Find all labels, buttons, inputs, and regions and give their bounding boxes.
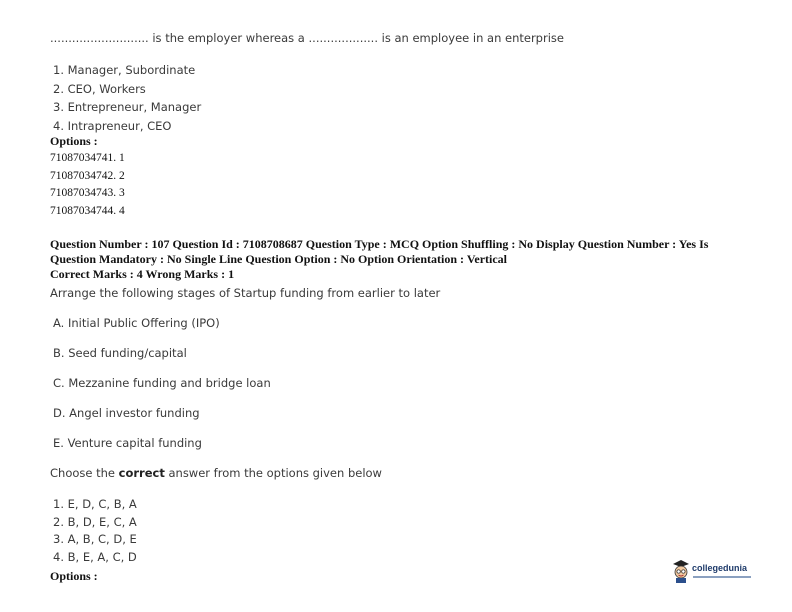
option-2: 2. CEO, Workers [53, 81, 146, 96]
options-heading: Options : [50, 134, 98, 148]
choice-3: 3. A, B, C, D, E [53, 532, 137, 546]
options-heading-2: Options : [50, 569, 98, 583]
collegedunia-logo [672, 559, 754, 587]
answer-instruction [50, 466, 382, 480]
option-id-list [50, 150, 125, 220]
question-stem: ........................... is the employer whereas a ................... is an employee in an enterprise [50, 31, 564, 45]
choice-2: 2. B, D, E, C, A [53, 514, 137, 529]
marks-info: Correct Marks : 4 Wrong Marks : 1 [50, 267, 235, 281]
stage-e: E. Venture capital funding [53, 436, 202, 450]
option-4: 4. Intrapreneur, CEO [53, 118, 172, 133]
choice-4: 4. B, E, A, C, D [53, 549, 137, 564]
option-1: 1. Manager, Subordinate [53, 63, 196, 77]
question-prompt: Arrange the following stages of Startup funding from earlier to later [50, 286, 441, 300]
option-id-3: 71087034743. 3 [50, 187, 125, 199]
stage-b: B. Seed funding/capital [53, 346, 187, 360]
option-id-4: 71087034744. 4 [50, 204, 125, 217]
option-3: 3. Entrepreneur, Manager [53, 100, 202, 114]
instruction-text-start: Choose the [50, 466, 119, 480]
instruction-emphasis: correct [118, 466, 165, 480]
logo-wordmark: collegedunia [692, 563, 748, 573]
stage-a: A. Initial Public Offering (IPO) [53, 316, 220, 330]
option-id-1: 71087034741. 1 [50, 152, 125, 164]
metadata-line-1: Question Number : 107 Question Id : 7108708687 Question Type : MCQ Option Shuffling : No Display Question Number : Yes Is [50, 237, 709, 251]
answer-options [53, 61, 201, 135]
choice-1: 1. E, D, C, B, A [53, 497, 137, 511]
answer-choices [53, 496, 137, 566]
metadata-line-2: Question Mandatory : No Single Line Question Option : No Option Orientation : Vertical [50, 251, 508, 266]
instruction-text-end: answer from the options given below [164, 466, 382, 480]
question-metadata [50, 237, 708, 266]
option-id-2: 71087034742. 2 [50, 169, 125, 182]
logo-tagline-line [693, 576, 751, 578]
stage-c: C. Mezzanine funding and bridge loan [53, 376, 271, 390]
mascot-face-icon [672, 559, 690, 583]
stage-d: D. Angel investor funding [53, 406, 200, 420]
